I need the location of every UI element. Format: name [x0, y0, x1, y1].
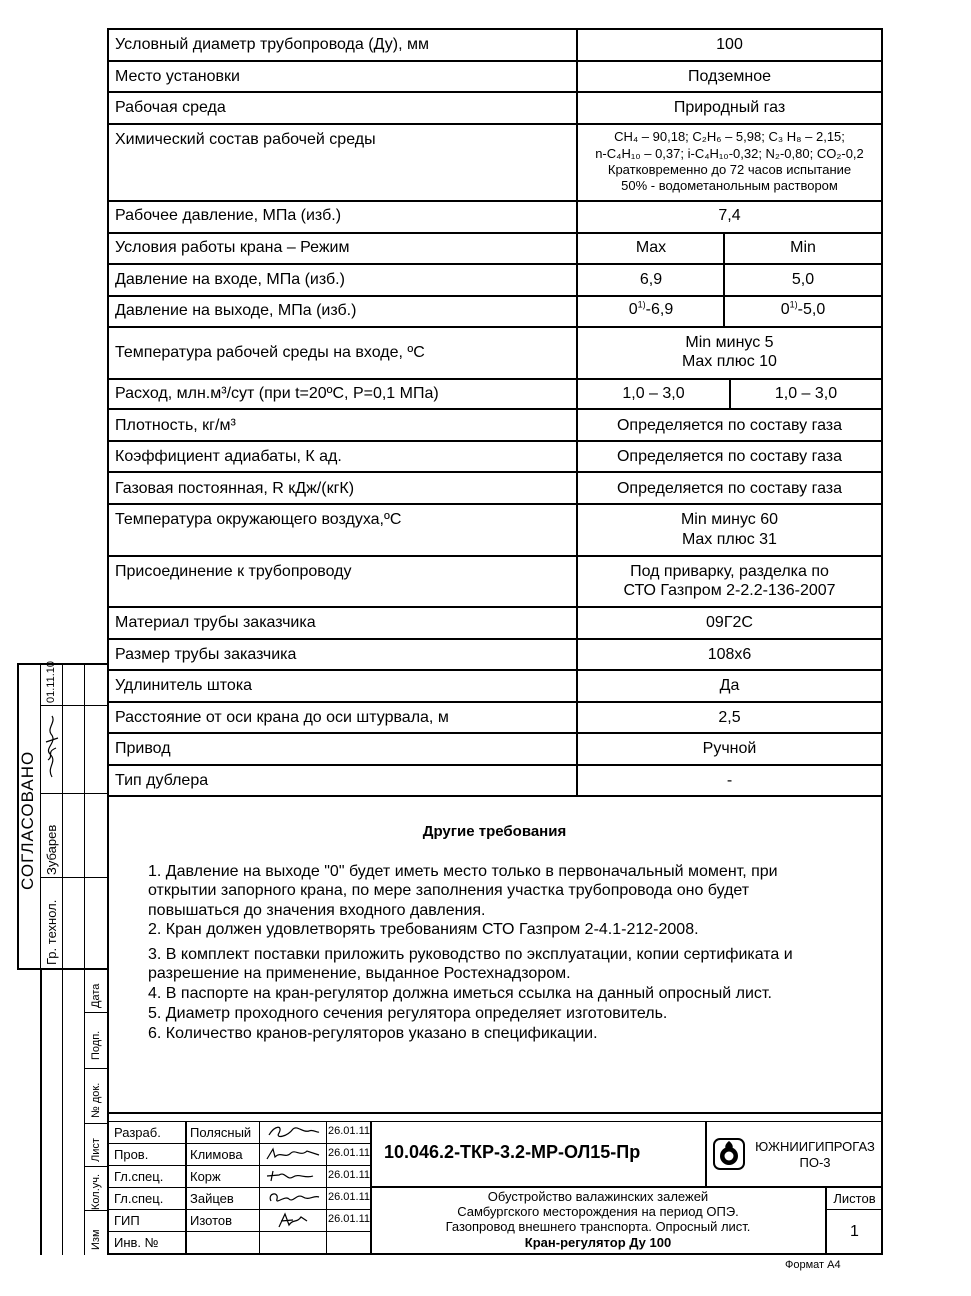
row-label: Давление на выходе, МПа (изб.) [115, 302, 357, 319]
tb-date: 26.01.11 [328, 1169, 371, 1181]
row-label: Удлинитель штока [115, 677, 253, 694]
org-division: ПО-3 [799, 1155, 831, 1170]
row-value: Да [719, 677, 740, 694]
tb-role: Инв. № [114, 1235, 159, 1250]
frame-right-line [881, 28, 883, 1255]
table-row-line [107, 471, 883, 473]
table-row-line [107, 764, 883, 766]
tb-role: ГИП [114, 1213, 140, 1228]
row-value: Ручной [702, 740, 757, 757]
table-row-line [107, 200, 883, 202]
row-value-line: Max плюс 31 [682, 531, 777, 548]
row-value-line: Max плюс 10 [682, 353, 777, 370]
row-label: Газовая постоянная, R кДж/(кгК) [115, 480, 355, 497]
table-row-line [107, 123, 883, 125]
stamp-date-label: Дата [90, 983, 102, 1008]
tb-date: 26.01.11 [328, 1147, 371, 1159]
frame-left-line [107, 28, 109, 1255]
table-row-line [107, 60, 883, 62]
chem-line: Кратковременно до 72 часов испытание [607, 162, 852, 177]
tb-date: 26.01.11 [328, 1191, 371, 1203]
row-value: 09Г2С [706, 614, 753, 631]
sheets-value: 1 [850, 1223, 859, 1240]
table-row-line [107, 638, 883, 640]
tb-role: Пров. [114, 1147, 149, 1162]
row-label: Расстояние от оси крана до оси штурвала, м [115, 709, 449, 726]
approval-name: Зубарев [44, 824, 59, 875]
row-label: Привод [115, 740, 171, 757]
stamp-change-label: Изм [90, 1229, 102, 1250]
tb-role: Гл.спец. [114, 1191, 164, 1206]
row-label: Тип дублера [115, 772, 209, 789]
table-row-line [107, 263, 883, 265]
row-value-a: 0$^{1)}$-6,9 [628, 299, 674, 318]
row-value: Подземное [687, 68, 772, 85]
signature-icon [263, 1167, 323, 1185]
row-label: Размер трубы заказчика [115, 646, 297, 663]
row-value: Определяется по составу газа [616, 417, 843, 434]
approval-date: 01.11.10 [45, 660, 57, 703]
row-label: Материал трубы заказчика [115, 614, 316, 631]
row-label: Присоединение к трубопроводу [115, 563, 352, 580]
row-label: Условный диаметр трубопровода (Ду), мм [115, 36, 429, 53]
table-row-line [107, 295, 883, 297]
tb-date: 26.01.11 [328, 1125, 371, 1137]
row-value: Определяется по составу газа [616, 480, 843, 497]
requirement-line: 3. В комплект поставки приложить руководство по эксплуатации, копии сертификата и [148, 946, 793, 963]
row-value: Природный газ [673, 99, 786, 116]
approval-signature-icon [42, 712, 62, 782]
row-value-b: Min [790, 239, 816, 256]
table-row-line [107, 606, 883, 608]
requirement-line: повышаться до значения входного давления. [148, 902, 486, 919]
table-row-line [107, 91, 883, 93]
row-label: Расход, млн.м³/сут (при t=20ºС, P=0,1 МПа) [115, 385, 439, 402]
requirements-bottom-line [107, 1112, 883, 1114]
chem-line: CH₄ – 90,18; C₂H₆ – 5,98; C₃ H₈ – 2,15; [614, 129, 845, 144]
project-line: Обустройство валажинских залежей [487, 1189, 709, 1204]
signature-icon [263, 1211, 323, 1229]
row-label: Рабочее давление, МПа (изб.) [115, 207, 342, 224]
requirement-line: 1. Давление на выходе "0" будет иметь место только в первоначальный момент, при [148, 863, 778, 880]
requirement-line: разрешение на применение, выданное Ростехнадзором. [148, 965, 571, 982]
tb-name: Полясный [190, 1125, 252, 1140]
row-value-b: 1,0 – 3,0 [774, 385, 838, 402]
project-line: Газопровод внешнего транспорта. Опросный лист. [445, 1219, 751, 1234]
company-logo-icon [712, 1137, 746, 1171]
tb-name: Зайцев [190, 1191, 234, 1206]
tb-role: Гл.спец. [114, 1169, 164, 1184]
row-label: Температура окружающего воздуха,ºС [115, 511, 402, 528]
stamp-doc-label: № док. [90, 1082, 102, 1118]
requirement-line: 5. Диаметр проходного сечения регулятора определяет изготовитель. [148, 1005, 668, 1022]
row-label: Давление на входе, МПа (изб.) [115, 271, 345, 288]
row-value-line: Min минус 60 [680, 511, 779, 528]
doc-code: 10.046.2-ТКР-3.2-МР-ОЛ15-Пр [384, 1142, 641, 1162]
table-row-line [107, 440, 883, 442]
row-value-line: Под приварку, разделка по [630, 563, 829, 580]
table-row-line [107, 232, 883, 234]
chem-line: n-C₄H₁₀ – 0,37; i-C₄H₁₀-0,32; N₂-0,80; CO₂-0,2 [595, 146, 864, 161]
table-row-line [107, 408, 883, 410]
frame-bottom-line [107, 1253, 883, 1255]
requirement-line: открытии запорного крана, по мере заполнения участка трубопровода оно будет [148, 882, 750, 899]
row-label: Плотность, кг/м³ [115, 417, 236, 434]
signature-icon [263, 1123, 323, 1141]
signature-icon [263, 1189, 323, 1207]
frame-top-line [107, 28, 883, 30]
tb-role: Разраб. [114, 1125, 161, 1140]
tb-name: Изотов [190, 1213, 233, 1228]
row-value-line: СТО Газпром 2-2.2-136-2007 [623, 582, 836, 599]
table-row-line [107, 326, 883, 328]
row-value-b: 5,0 [791, 271, 815, 288]
table-row-line [107, 378, 883, 380]
row-value-a: Max [635, 239, 667, 256]
stamp-sign-label: Подп. [90, 1030, 102, 1060]
sheets-label: Листов [833, 1191, 876, 1206]
approval-title: СОГЛАСОВАНО [18, 750, 37, 890]
row-label: Химический состав рабочей среды [115, 131, 376, 148]
table-row-line [107, 795, 883, 797]
requirement-line: 2. Кран должен удовлетворять требованиям СТО Газпром 2-4.1-212-2008. [148, 921, 699, 938]
chem-line: 50% - водометанольным раствором [621, 178, 838, 193]
table-row-line [107, 503, 883, 505]
tb-date: 26.01.11 [328, 1213, 371, 1225]
tb-name: Корж [190, 1169, 221, 1184]
row-value-b: 0$^{1)}$-5,0 [780, 299, 826, 318]
table-row-line [107, 701, 883, 703]
row-label: Рабочая среда [115, 99, 226, 116]
table-row-line [107, 669, 883, 671]
org-name: ЮЖНИИГИПРОГАЗ [755, 1139, 875, 1154]
format-label: Формат А4 [785, 1259, 841, 1271]
project-line: Самбургского месторождения на период ОПЭ. [457, 1204, 739, 1219]
row-value: 2,5 [718, 709, 741, 726]
stamp-count-label: Кол.уч. [90, 1173, 102, 1210]
signature-icon [263, 1145, 323, 1163]
row-value-line: Min минус 5 [685, 334, 774, 351]
row-value: Определяется по составу газа [616, 448, 843, 465]
requirements-title: Другие требования [422, 823, 567, 840]
row-value: 108х6 [707, 646, 752, 663]
doc-name: Кран-регулятор Ду 100 [524, 1235, 672, 1250]
row-value: - [726, 772, 733, 789]
stamp-sheet-label: Лист [90, 1138, 102, 1162]
row-label: Условия работы крана – Режим [115, 239, 350, 256]
row-label: Температура рабочей среды на входе, ºС [115, 344, 425, 361]
requirement-line: 6. Количество кранов-регуляторов указано в спецификации. [148, 1025, 598, 1042]
row-value: 100 [716, 36, 743, 53]
row-value: 7,4 [718, 207, 741, 224]
requirement-line: 4. В паспорте на кран-регулятор должна иметься ссылка на данный опросный лист. [148, 985, 772, 1002]
row-label: Место установки [115, 68, 240, 85]
table-row-line [107, 555, 883, 557]
row-value-a: 1,0 – 3,0 [622, 385, 685, 402]
tb-name: Климова [190, 1147, 243, 1162]
row-label: Коэффициент адиабаты, К ад. [115, 448, 342, 465]
approval-role: Гр. технол. [44, 899, 59, 965]
row-value-a: 6,9 [639, 271, 663, 288]
table-row-line [107, 732, 883, 734]
